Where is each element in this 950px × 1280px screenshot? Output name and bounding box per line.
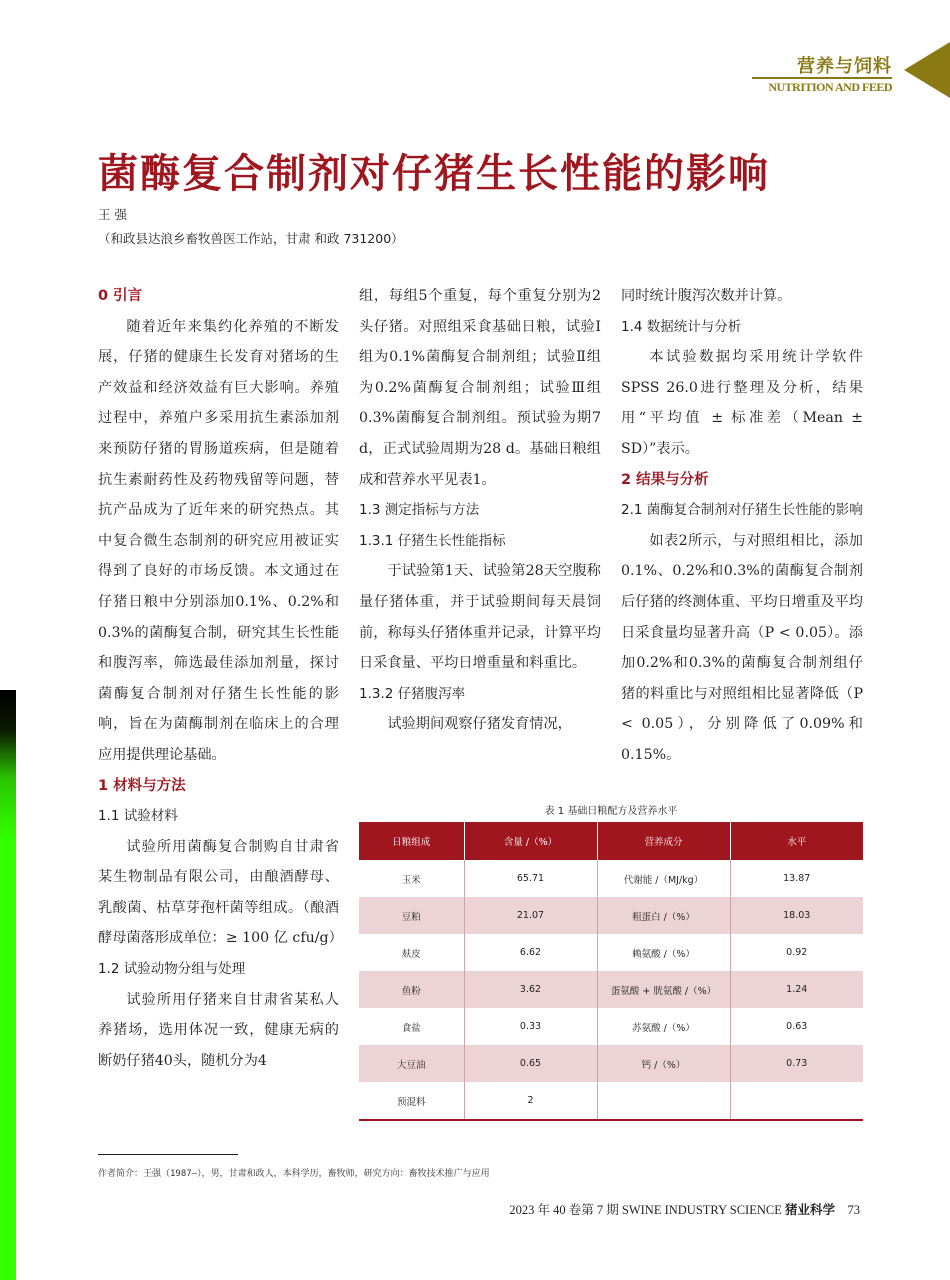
table-cell: 6.62	[464, 934, 597, 971]
subsection-heading-grouping: 1.2 试验动物分组与处理	[98, 961, 246, 978]
table-cell: 鱼粉	[359, 971, 464, 1008]
table-cell: 13.87	[783, 873, 811, 884]
table-cell: 65.71	[464, 860, 597, 897]
table-cell: 赖氨酸 /（%）	[597, 934, 730, 971]
footnote-rule	[98, 1154, 238, 1155]
paragraph-diarrhea-part2: 同时统计腹泻次数并计算。	[621, 288, 792, 304]
article-author: 王 强	[98, 207, 127, 222]
paragraph-growth-effect: 如表2所示，与对照组相比，添加0.1%、0.2%和0.3%的菌酶复合制剂后仔猪的终测体重、平均日增重及平均日采食量均显著升高（P < 0.05）。添加0.2%和0.3%的菌酶复合制剂组仔猪的料重比与对照组相比显著降低（P < 0.05），分别降低了0.09%和0.15%。	[621, 532, 863, 763]
table-cell: 0.73	[730, 1045, 863, 1082]
section-heading-results: 2 结果与分析	[621, 471, 709, 488]
table-row	[359, 934, 863, 971]
table-cell: 食盐	[359, 1008, 464, 1045]
section-label-cn: 营养与饲料	[797, 56, 892, 77]
table-cell: 3.62	[464, 971, 597, 1008]
paragraph-grouping-part2: 组，每组5个重复，每个重复分别为2头仔猪。对照组采食基础日粮，试验Ⅰ组为0.1%菌酶复合制剂组；试验Ⅱ组为0.2%菌酶复合制剂组；试验Ⅲ组0.3%菌酶复合制剂组。预试验为期7 d，正式试验周期为28 d。基础日粮组成和营养水平见表1。	[359, 288, 601, 488]
table-header-cell: 日粮组成	[359, 822, 464, 860]
table-cell	[597, 1082, 730, 1120]
table-cell: 玉米	[359, 860, 464, 897]
subsection-heading-materials: 1.1 试验材料	[98, 808, 178, 825]
table-row	[359, 971, 863, 1008]
table-row	[359, 1082, 863, 1120]
table-cell: 麸皮	[359, 934, 464, 971]
paragraph-materials: 试验所用菌酶复合制购自甘肃省某生物制品有限公司，由酿酒酵母、乳酸菌、枯草芽孢杆菌等组成。（酿酒酵母菌落形成单位：≥ 100 亿 cfu/g）	[98, 838, 343, 947]
table-cell: 预混料	[359, 1082, 464, 1120]
section-rule	[752, 77, 892, 79]
paragraph-diarrhea-part1: 试验期间观察仔猪发育情况，	[387, 716, 572, 733]
diet-composition-table	[359, 822, 863, 1121]
page-number: 73	[847, 1203, 860, 1217]
paragraph-statistics: 本试验数据均采用统计学软件SPSS 26.0进行整理及分析，结果用“平均值 ± 标准差（Mean ± SD）”表示。	[621, 349, 863, 457]
table-cell: 21.07	[464, 897, 597, 934]
section-heading-intro: 0 引言	[98, 288, 143, 304]
side-color-bar	[0, 690, 16, 1280]
table-cell: 粗蛋白 /（%）	[597, 897, 730, 934]
table-cell: 0.33	[464, 1008, 597, 1045]
table-cell: 代谢能 /（MJ/kg）	[597, 860, 730, 897]
table-header-cell: 含量 /（%）	[464, 822, 597, 860]
table-cell: 钙 /（%）	[597, 1045, 730, 1082]
table-cell: 蛋氨酸 + 胱氨酸 /（%）	[597, 971, 730, 1008]
table-cell: 0.63	[786, 1021, 808, 1032]
article-affiliation: （和政县达浪乡畜牧兽医工作站，甘肃 和政 731200）	[98, 231, 404, 246]
column-2	[359, 281, 601, 740]
article-title: 菌酶复合制剂对仔猪生长性能的影响	[98, 150, 770, 197]
column-3	[621, 281, 863, 771]
table-row	[359, 1008, 863, 1045]
subsubsection-heading-growth: 1.3.1 仔猪生长性能指标	[359, 532, 506, 549]
table-cell: 2	[464, 1082, 597, 1120]
section-arrow-icon	[904, 42, 950, 98]
section-label-en: NUTRITION AND FEED	[768, 80, 892, 94]
table-header-cell: 营养成分	[597, 822, 730, 860]
subsection-heading-statistics: 1.4 数据统计与分析	[621, 318, 742, 335]
author-footnote: 作者简介：王强（1987—），男，甘肃和政人，本科学历，畜牧师，研究方向：畜牧技术推广与应用	[98, 1169, 490, 1179]
paragraph-intro: 随着近年来集约化养殖的不断发展，仔猪的健康生长发育对猪场的生产效益和经济效益有巨大影响。养殖过程中，养殖户多采用抗生素添加剂来预防仔猪的胃肠道疾病，但是随着抗生素耐药性及药物残留等问题，替抗产品成为了近年来的研究热点。其中复合微生态制剂的研究应用被证实得到了良好的市场反馈。本文通过在仔猪日粮中分别添加0.1%、0.2%和0.3%的菌酶复合制，研究其生长性能和腹泻率，筛选最佳添加剂量，探讨菌酶复合制剂对仔猪生长性能的影响，旨在为菌酶制剂在临床上的合理应用提供理论基础。	[98, 318, 339, 763]
table-row	[359, 897, 863, 934]
table-cell: 18.03	[730, 897, 863, 934]
journal-name-cn: 猪业科学	[784, 1202, 835, 1217]
subsection-heading-measurement: 1.3 测定指标与方法	[359, 502, 480, 519]
paragraph-growth: 于试验第1天、试验第28天空腹称量仔猪体重，并于试验期间每天晨饲前，称每头仔猪体重并记录，计算平均日采食量、平均日增重量和料重比。	[359, 563, 601, 672]
table-caption: 表 1 基础日粮配方及营养水平	[544, 806, 678, 817]
section-heading-methods: 1 材料与方法	[98, 777, 186, 794]
subsubsection-heading-diarrhea: 1.3.2 仔猪腹泻率	[359, 685, 466, 702]
table-header-row	[359, 822, 863, 860]
page-footer	[480, 1200, 860, 1218]
table-cell: 大豆油	[359, 1045, 464, 1082]
table-header-cell: 水平	[730, 822, 863, 860]
table-cell: 0.65	[464, 1045, 597, 1082]
table-cell: 1.24	[730, 971, 863, 1008]
table-row	[359, 1045, 863, 1082]
subsection-heading-growth-effect: 2.1 菌酶复合制剂对仔猪生长性能的影响	[621, 502, 863, 519]
table-cell: 苏氨酸 /（%）	[597, 1008, 730, 1045]
paragraph-grouping-part1: 试验所用仔猪来自甘肃省某私人养猪场，选用体况一致，健康无病的断奶仔猪40头，随机分为4	[98, 991, 339, 1069]
column-1	[98, 281, 343, 1076]
table-cell: 0.92	[786, 947, 808, 958]
table-cell	[730, 1082, 863, 1120]
journal-issue: 2023 年 40 卷第 7 期 SWINE INDUSTRY SCIENCE	[509, 1203, 785, 1217]
table-row	[359, 860, 863, 897]
table-cell: 豆粕	[359, 897, 464, 934]
